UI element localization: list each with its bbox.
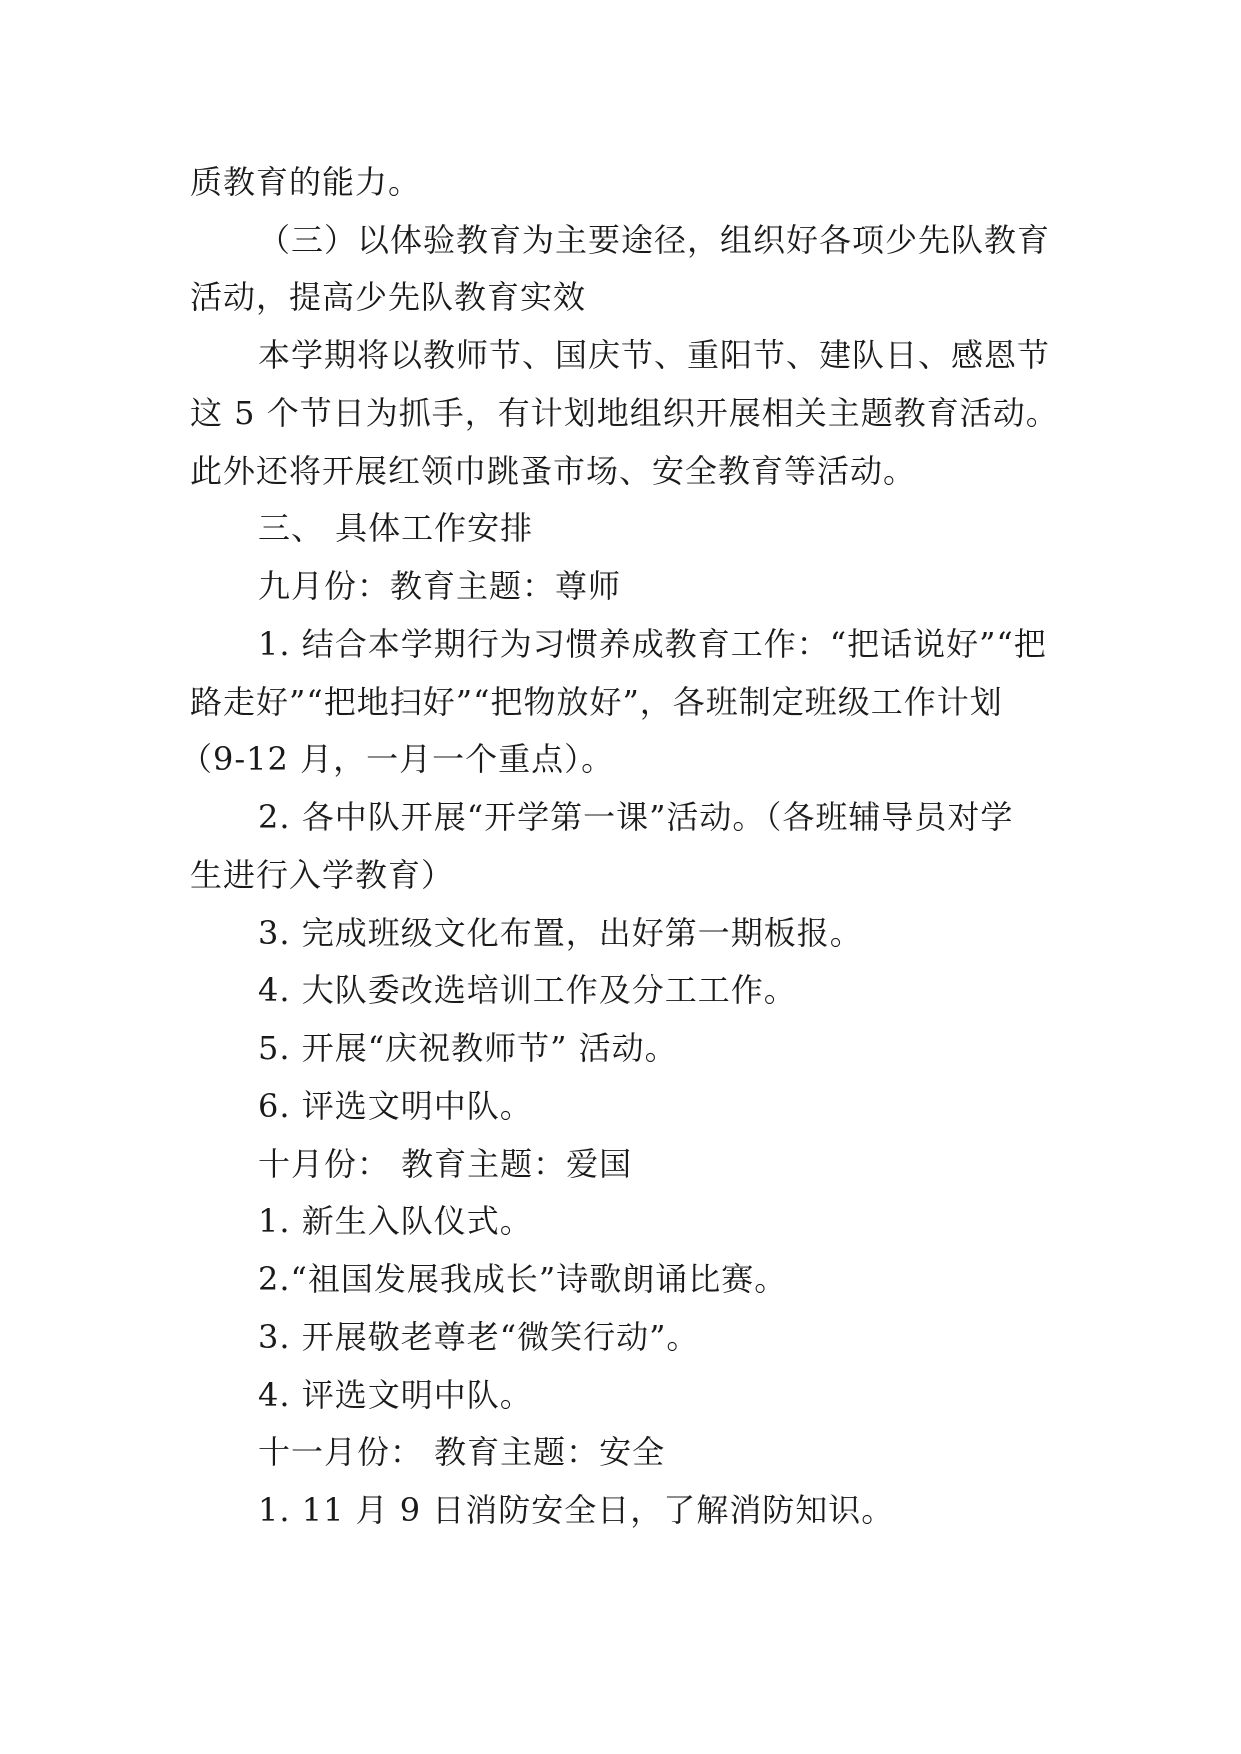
- section-heading-continued: 活动，提高少先队教育实效: [190, 278, 587, 316]
- list-item: 3. 开展敬老尊老“微笑行动”。: [258, 1318, 700, 1356]
- month-heading-november: 十一月份： 教育主题：安全: [258, 1433, 666, 1471]
- list-item: 1. 结合本学期行为习惯养成教育工作：“把话说好”“把: [258, 625, 1047, 663]
- paragraph-line: 此外还将开展红领巾跳蚤市场、安全教育等活动。: [190, 452, 917, 490]
- list-item: 2.“祖国发展我成长”诗歌朗诵比赛。: [258, 1260, 788, 1298]
- list-item: 5. 开展“庆祝教师节” 活动。: [258, 1029, 678, 1067]
- list-item: 3. 完成班级文化布置，出好第一期板报。: [258, 914, 863, 952]
- list-item: 6. 评选文明中队。: [258, 1087, 533, 1125]
- list-item-continued: （9-12 月，一月一个重点）。: [180, 740, 615, 778]
- list-item: 2. 各中队开展“开学第一课”活动。（各班辅导员对学: [258, 798, 1014, 836]
- list-item: 1. 11 月 9 日消防安全日，了解消防知识。: [258, 1491, 895, 1529]
- paragraph-line: 质教育的能力。: [190, 163, 422, 201]
- list-item-continued: 生进行入学教育）: [190, 856, 455, 894]
- month-heading-october: 十月份： 教育主题：爱国: [258, 1145, 633, 1183]
- list-item-continued: 路走好”“把地扫好”“把物放好”，各班制定班级工作计划: [190, 683, 1003, 721]
- list-item: 4. 大队委改选培训工作及分工工作。: [258, 971, 797, 1009]
- paragraph-line: 这 5 个节日为抓手，有计划地组织开展相关主题教育活动。: [190, 394, 1059, 432]
- list-item: 4. 评选文明中队。: [258, 1376, 533, 1414]
- month-heading-september: 九月份：教育主题：尊师: [258, 567, 622, 605]
- section-heading: 三、 具体工作安排: [258, 509, 534, 547]
- list-item: 1. 新生入队仪式。: [258, 1202, 533, 1240]
- paragraph-line: 本学期将以教师节、国庆节、重阳节、建队日、感恩节: [258, 336, 1051, 374]
- section-heading: （三）以体验教育为主要途径，组织好各项少先队教育: [258, 221, 1051, 259]
